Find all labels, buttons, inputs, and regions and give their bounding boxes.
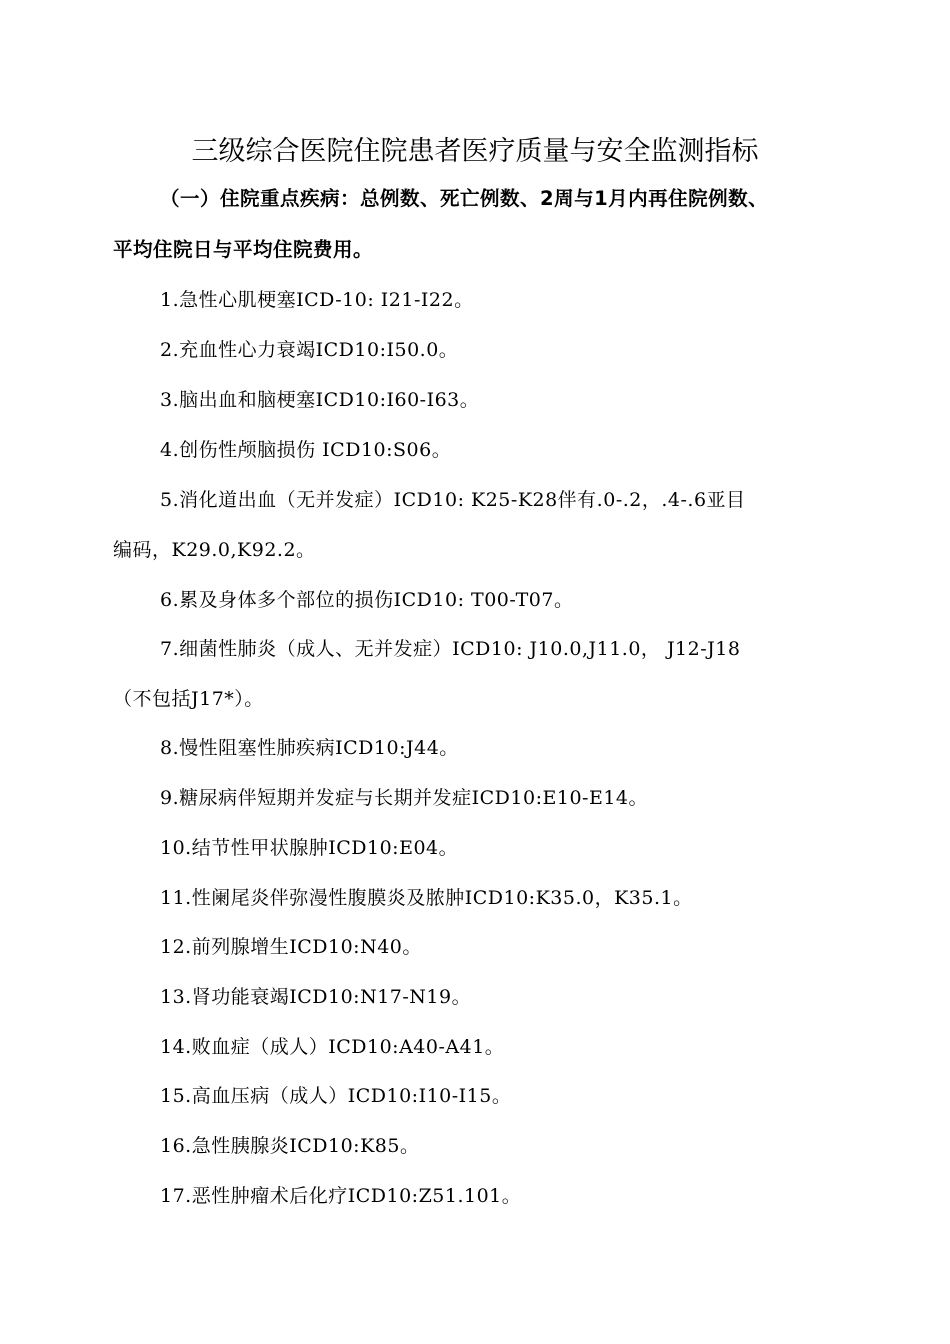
list-item: 13.肾功能衰竭ICD10:N17-N19。 <box>160 986 472 1008</box>
section-heading-line1: （一）住院重点疾病：总例数、死亡例数、2周与1月内再住院例数、 <box>160 187 769 210</box>
list-item-continuation: （不包括J17*）。 <box>113 688 264 710</box>
list-item: 2.充血性心力衰竭ICD10:I50.0。 <box>160 339 459 361</box>
list-item: 3.脑出血和脑梗塞ICD10:I60-I63。 <box>160 389 480 411</box>
list-item: 14.败血症（成人）ICD10:A40-A41。 <box>160 1036 505 1058</box>
list-item: 10.结节性甲状腺肿ICD10:E04。 <box>160 837 459 859</box>
list-item: 5.消化道出血（无并发症）ICD10: K25-K28伴有.0-.2，.4-.6亚目 <box>160 489 746 511</box>
list-item: 8.慢性阻塞性肺疾病ICD10:J44。 <box>160 737 459 759</box>
section-heading-line2: 平均住院日与平均住院费用。 <box>113 238 374 261</box>
list-item: 7.细菌性肺炎（成人、无并发症）ICD10: J10.0,J11.0， J12-J18 <box>160 638 741 660</box>
document-title: 三级综合医院住院患者医疗质量与安全监测指标 <box>191 136 759 167</box>
list-item: 11.性阑尾炎伴弥漫性腹膜炎及脓肿ICD10:K35.0，K35.1。 <box>160 887 693 909</box>
list-item: 9.糖尿病伴短期并发症与长期并发症ICD10:E10-E14。 <box>160 787 648 809</box>
list-item: 15.高血压病（成人）ICD10:I10-I15。 <box>160 1085 512 1107</box>
list-item: 17.恶性肿瘤术后化疗ICD10:Z51.101。 <box>160 1185 522 1207</box>
list-item: 4.创伤性颅脑损伤 ICD10:S06。 <box>160 439 452 461</box>
list-item-continuation: 编码，K29.0,K92.2。 <box>113 539 316 561</box>
list-item: 16.急性胰腺炎ICD10:K85。 <box>160 1135 420 1157</box>
list-item: 12.前列腺增生ICD10:N40。 <box>160 936 422 958</box>
list-item: 1.急性心肌梗塞ICD-10: I21-I22。 <box>160 289 474 311</box>
list-item: 6.累及身体多个部位的损伤ICD10: T00-T07。 <box>160 589 574 611</box>
